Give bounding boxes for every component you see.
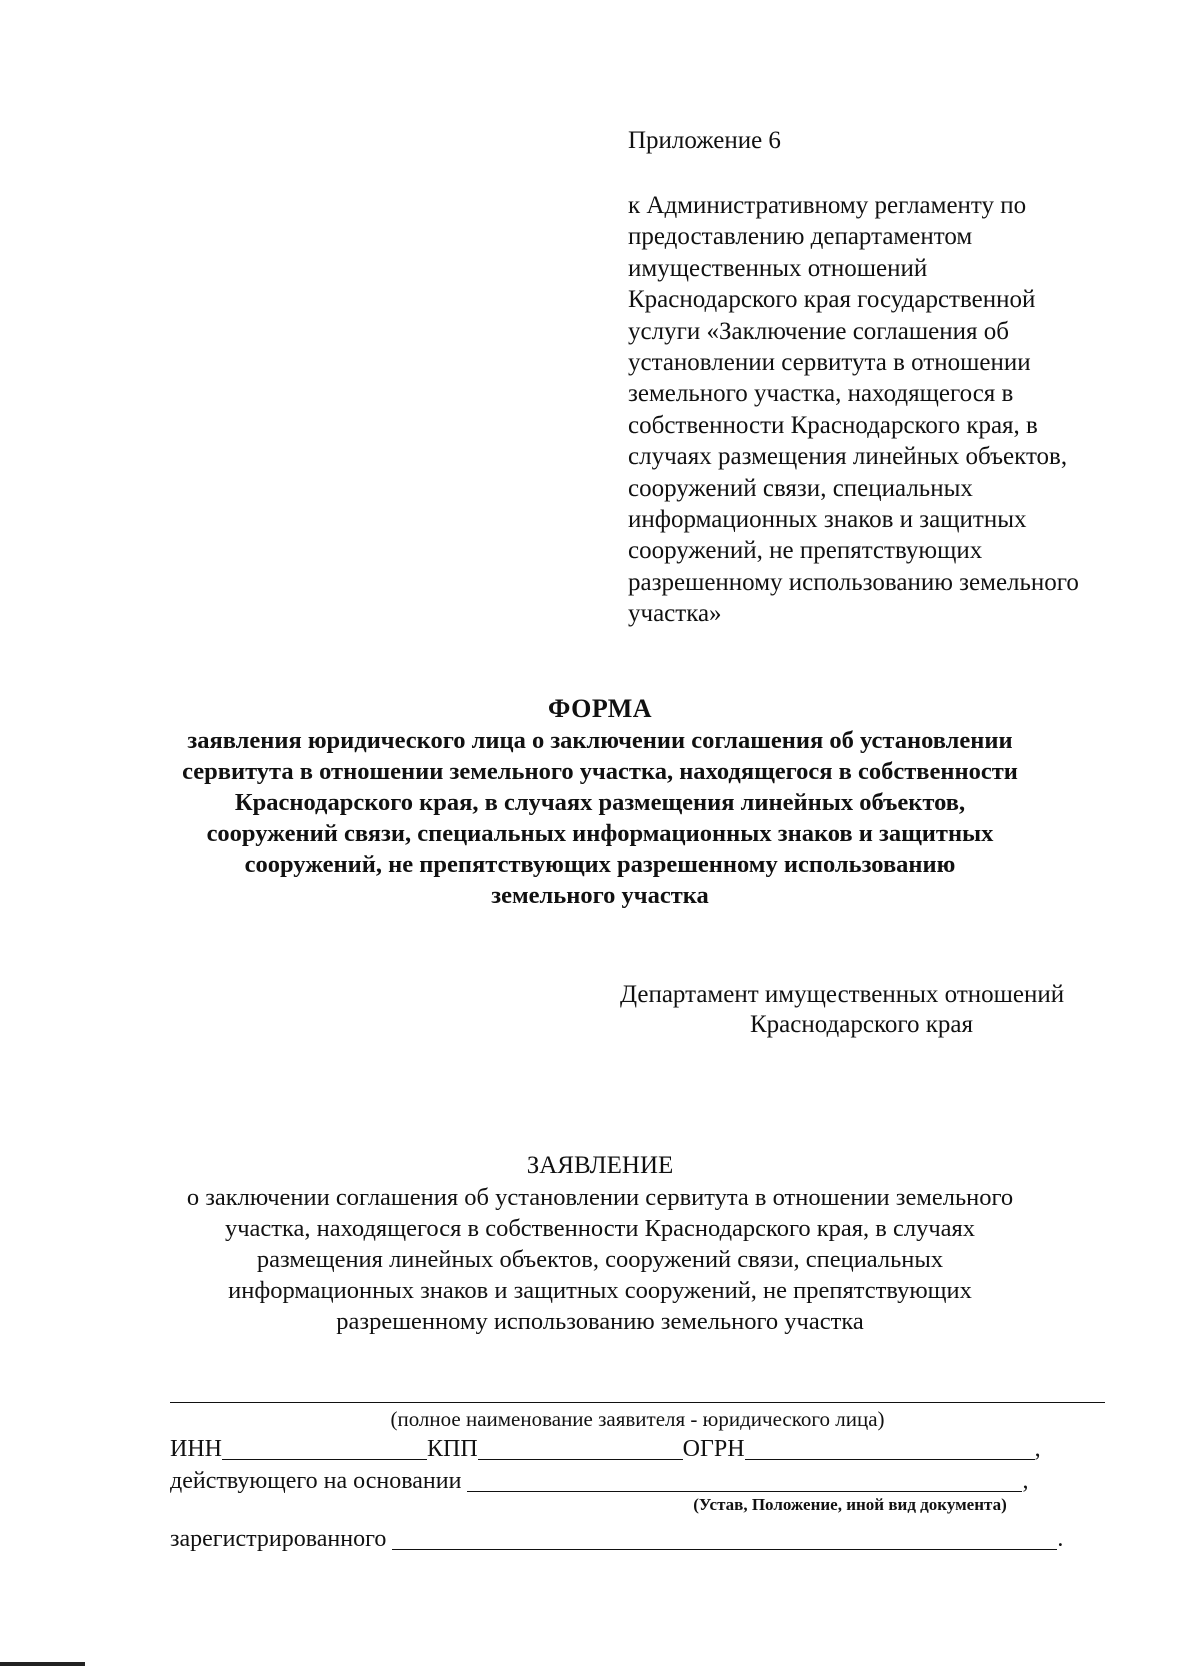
application-title: ЗАЯВЛЕНИЕ (526, 1152, 674, 1179)
applicant-fields (170, 1402, 1130, 1553)
form-subtitle-line: заявления юридического лица о заключении соглашения об установлении (187, 727, 1013, 754)
registered-row (170, 1521, 1130, 1553)
appendix-title: Приложение 6 (628, 127, 781, 154)
appendix-line: Краснодарского края государственной (628, 286, 1036, 314)
registered-label: зарегистрированного (170, 1526, 387, 1552)
registered-field[interactable] (392, 1549, 1057, 1550)
applicant-name-field[interactable] (170, 1402, 1105, 1403)
appendix-line: участка» (628, 600, 722, 628)
basis-field[interactable] (467, 1491, 1022, 1492)
appendix-line: услуги «Заключение соглашения об (628, 317, 1009, 345)
appendix-line: собственности Краснодарского края, в (628, 411, 1038, 439)
application-subtitle-line: о заключении соглашения об установлении сервитута в отношении земельного (186, 1184, 1014, 1211)
kpp-label: КПП (427, 1436, 478, 1462)
recipient-line: Департамент имущественных отношений (620, 981, 1065, 1008)
recipient-line: Краснодарского края (750, 1011, 973, 1038)
application-subtitle-line: информационных знаков и защитных сооружений, не препятствующих (228, 1277, 972, 1304)
appendix-line: сооружений связи, специальных (628, 474, 973, 502)
comma: , (1034, 1436, 1041, 1462)
inn-field[interactable] (222, 1459, 427, 1460)
basis-hint: (Устав, Положение, иной вид документа) (693, 1495, 1007, 1514)
comma: , (1022, 1468, 1029, 1494)
recipient-block (560, 980, 1180, 1040)
appendix-line: информационных знаков и защитных (628, 506, 1027, 534)
form-subtitle-line: Краснодарского края, в случаях размещения линейных объектов, (234, 789, 966, 816)
basis-row (170, 1463, 1130, 1495)
appendix-line: сооружений, не препятствующих (628, 537, 983, 565)
application-subtitle-line: разрешенному использованию земельного участка (336, 1308, 864, 1335)
appendix-description (628, 190, 1168, 630)
ogrn-label: ОГРН (682, 1436, 745, 1462)
applicant-name-hint: (полное наименование заявителя - юридического лица) (390, 1407, 885, 1431)
application-subtitle-line: размещения линейных объектов, сооружений связи, специальных (256, 1246, 944, 1273)
appendix-line: к Административному регламенту по (628, 192, 1027, 219)
form-subtitle-line: сервитута в отношении земельного участка, находящегося в собственности (182, 758, 1018, 785)
basis-label: действующего на основании (170, 1468, 462, 1494)
form-title: ФОРМА (547, 694, 653, 723)
inn-label: ИНН (170, 1436, 222, 1462)
application-heading (100, 1150, 1100, 1337)
period: . (1057, 1526, 1064, 1552)
form-subtitle-line: земельного участка (491, 882, 709, 909)
appendix-line: земельного участка, находящегося в (628, 380, 1014, 408)
appendix-line: имущественных отношений (628, 254, 928, 282)
appendix-line: установлении сервитута в отношении (628, 349, 1031, 377)
scan-edge-mark (0, 1662, 85, 1666)
ogrn-field[interactable] (745, 1459, 1035, 1460)
form-heading (100, 693, 1100, 911)
appendix-line: разрешенному использованию земельного (628, 568, 1079, 596)
appendix-line: предоставлению департаментом (628, 223, 973, 251)
form-subtitle-line: сооружений, не препятствующих разрешенному использованию (244, 851, 956, 878)
application-subtitle-line: участка, находящегося в собственности Краснодарского края, в случаях (224, 1215, 976, 1242)
appendix-line: случаях размещения линейных объектов, (628, 443, 1068, 471)
inn-kpp-ogrn-row (170, 1431, 1130, 1463)
kpp-field[interactable] (478, 1459, 683, 1460)
form-subtitle-line: сооружений связи, специальных информационных знаков и защитных (206, 820, 994, 847)
